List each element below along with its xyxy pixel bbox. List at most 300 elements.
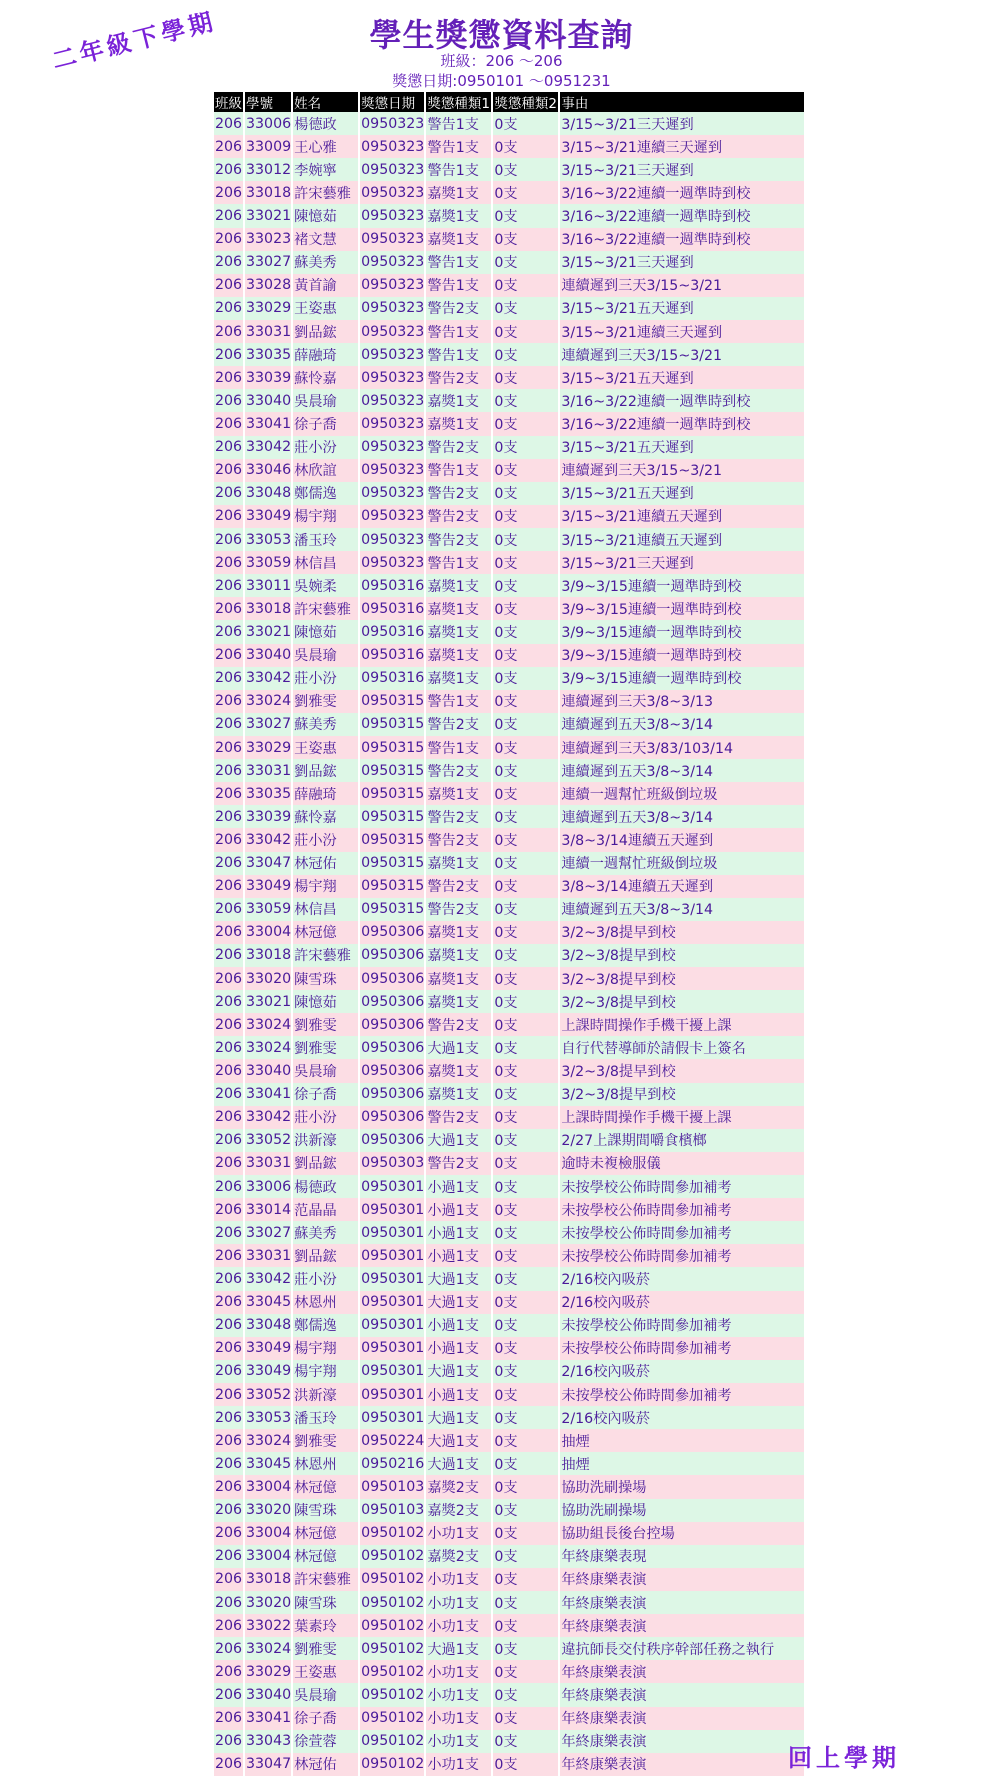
cell-reason: 3/9~3/15連續一週準時到校 <box>560 597 804 620</box>
cell-date: 0950306 <box>360 1106 424 1129</box>
cell-class: 206 <box>214 1059 243 1082</box>
cell-reason: 協助組長後台控場 <box>560 1522 804 1545</box>
cell-name: 蘇美秀 <box>293 251 358 274</box>
cell-name: 黃首諭 <box>293 274 358 297</box>
cell-type1: 小過1支 <box>426 1198 491 1221</box>
cell-date: 0950224 <box>360 1429 424 1452</box>
cell-type2: 0支 <box>493 759 558 782</box>
table-row <box>214 1083 804 1106</box>
cell-type2: 0支 <box>493 158 558 181</box>
cell-class: 206 <box>214 759 243 782</box>
cell-reason: 3/15~3/21五天遲到 <box>560 366 804 389</box>
cell-type2: 0支 <box>493 1614 558 1637</box>
cell-name: 吳婉柔 <box>293 574 358 597</box>
cell-student-id: 33028 <box>245 274 291 297</box>
cell-name: 范晶晶 <box>293 1198 358 1221</box>
cell-student-id: 33024 <box>245 690 291 713</box>
cell-name: 鄭儒逸 <box>293 482 358 505</box>
cell-type2: 0支 <box>493 482 558 505</box>
cell-type2: 0支 <box>493 898 558 921</box>
cell-reason: 年終康樂表演 <box>560 1730 804 1753</box>
cell-student-id: 33006 <box>245 1175 291 1198</box>
cell-student-id: 33024 <box>245 1036 291 1059</box>
cell-name: 劉品鋐 <box>293 1244 358 1267</box>
cell-type2: 0支 <box>493 1013 558 1036</box>
table-header-row <box>214 92 804 112</box>
table-row <box>214 1036 804 1059</box>
cell-student-id: 33024 <box>245 1637 291 1660</box>
cell-reason: 3/2~3/8提早到校 <box>560 1083 804 1106</box>
cell-date: 0950315 <box>360 782 424 805</box>
page-title: 學生獎懲資料查詢 <box>369 16 634 54</box>
cell-type1: 警告1支 <box>426 251 491 274</box>
cell-name: 林冠億 <box>293 1522 358 1545</box>
cell-name: 陳憶茹 <box>293 204 358 227</box>
table-row <box>214 1730 804 1753</box>
date-range-text: 獎懲日期:0950101 ～0951231 <box>392 72 611 90</box>
cell-class: 206 <box>214 1522 243 1545</box>
cell-type2: 0支 <box>493 620 558 643</box>
table-row <box>214 412 804 435</box>
cell-date: 0950323 <box>360 343 424 366</box>
cell-type1: 警告2支 <box>426 759 491 782</box>
cell-type2: 0支 <box>493 204 558 227</box>
cell-class: 206 <box>214 343 243 366</box>
cell-date: 0950306 <box>360 1083 424 1106</box>
cell-reason: 3/9~3/15連續一週準時到校 <box>560 620 804 643</box>
cell-type1: 警告2支 <box>426 366 491 389</box>
cell-date: 0950323 <box>360 320 424 343</box>
cell-student-id: 33021 <box>245 620 291 643</box>
semester-badge: 二年級下學期 <box>49 7 220 75</box>
cell-class: 206 <box>214 1083 243 1106</box>
cell-type2: 0支 <box>493 944 558 967</box>
cell-name: 林恩州 <box>293 1452 358 1475</box>
cell-reason: 2/16校內吸菸 <box>560 1291 804 1314</box>
cell-student-id: 33027 <box>245 1221 291 1244</box>
cell-date: 0950323 <box>360 251 424 274</box>
cell-type2: 0支 <box>493 736 558 759</box>
cell-student-id: 33047 <box>245 852 291 875</box>
cell-class: 206 <box>214 251 243 274</box>
table-row <box>214 1314 804 1337</box>
cell-class: 206 <box>214 1568 243 1591</box>
cell-name: 吳晨瑜 <box>293 644 358 667</box>
table-row <box>214 944 804 967</box>
cell-class: 206 <box>214 944 243 967</box>
cell-date: 0950316 <box>360 644 424 667</box>
cell-type1: 嘉獎2支 <box>426 1475 491 1498</box>
cell-type1: 大過1支 <box>426 1637 491 1660</box>
cell-class: 206 <box>214 1383 243 1406</box>
cell-date: 0950306 <box>360 967 424 990</box>
cell-student-id: 33041 <box>245 412 291 435</box>
cell-class: 206 <box>214 528 243 551</box>
cell-class: 206 <box>214 505 243 528</box>
cell-type2: 0支 <box>493 135 558 158</box>
table-row <box>214 482 804 505</box>
cell-type2: 0支 <box>493 1499 558 1522</box>
cell-date: 0950306 <box>360 1036 424 1059</box>
cell-date: 0950315 <box>360 805 424 828</box>
cell-student-id: 33042 <box>245 667 291 690</box>
cell-student-id: 33031 <box>245 1152 291 1175</box>
cell-type1: 警告1支 <box>426 551 491 574</box>
cell-date: 0950315 <box>360 828 424 851</box>
cell-name: 劉雅雯 <box>293 1637 358 1660</box>
cell-type1: 小功1支 <box>426 1591 491 1614</box>
cell-date: 0950323 <box>360 112 424 135</box>
cell-type1: 警告1支 <box>426 459 491 482</box>
cell-reason: 年終康樂表演 <box>560 1591 804 1614</box>
table-row <box>214 852 804 875</box>
cell-name: 楊宇翔 <box>293 1337 358 1360</box>
cell-reason: 未按學校公佈時間參加補考 <box>560 1244 804 1267</box>
cell-type1: 警告2支 <box>426 898 491 921</box>
cell-type2: 0支 <box>493 528 558 551</box>
cell-name: 蘇怜嘉 <box>293 366 358 389</box>
cell-reason: 3/15~3/21三天遲到 <box>560 551 804 574</box>
cell-reason: 連續遲到三天3/15~3/21 <box>560 274 804 297</box>
cell-type1: 大過1支 <box>426 1267 491 1290</box>
cell-date: 0950316 <box>360 620 424 643</box>
cell-reason: 3/9~3/15連續一週準時到校 <box>560 644 804 667</box>
cell-type1: 警告2支 <box>426 713 491 736</box>
cell-student-id: 33052 <box>245 1129 291 1152</box>
cell-date: 0950315 <box>360 875 424 898</box>
cell-reason: 年終康樂表演 <box>560 1707 804 1730</box>
cell-name: 吳晨瑜 <box>293 1683 358 1706</box>
cell-type1: 嘉獎1支 <box>426 389 491 412</box>
cell-type2: 0支 <box>493 459 558 482</box>
table-row <box>214 181 804 204</box>
cell-type1: 大過1支 <box>426 1452 491 1475</box>
cell-student-id: 33020 <box>245 967 291 990</box>
cell-class: 206 <box>214 690 243 713</box>
cell-reason: 連續一週幫忙班級倒垃圾 <box>560 852 804 875</box>
cell-type2: 0支 <box>493 921 558 944</box>
cell-name: 薛融琦 <box>293 343 358 366</box>
cell-class: 206 <box>214 1314 243 1337</box>
column-header-class: 班級 <box>214 92 243 112</box>
cell-reason: 抽煙 <box>560 1452 804 1475</box>
cell-date: 0950306 <box>360 1059 424 1082</box>
cell-type2: 0支 <box>493 1198 558 1221</box>
cell-name: 劉雅雯 <box>293 690 358 713</box>
cell-type2: 0支 <box>493 967 558 990</box>
cell-reason: 協助洗刷操場 <box>560 1499 804 1522</box>
cell-name: 徐子喬 <box>293 412 358 435</box>
cell-student-id: 33011 <box>245 574 291 597</box>
cell-type1: 警告1支 <box>426 112 491 135</box>
cell-date: 0950301 <box>360 1314 424 1337</box>
cell-date: 0950102 <box>360 1545 424 1568</box>
cell-student-id: 33018 <box>245 181 291 204</box>
cell-type1: 大過1支 <box>426 1360 491 1383</box>
cell-student-id: 33045 <box>245 1291 291 1314</box>
cell-date: 0950102 <box>360 1730 424 1753</box>
cell-type1: 警告2支 <box>426 1152 491 1175</box>
cell-class: 206 <box>214 736 243 759</box>
cell-date: 0950301 <box>360 1175 424 1198</box>
cell-student-id: 33040 <box>245 389 291 412</box>
table-row <box>214 135 804 158</box>
cell-reason: 3/8~3/14連續五天遲到 <box>560 875 804 898</box>
previous-semester-link[interactable]: 回上學期 <box>788 1744 900 1772</box>
cell-type2: 0支 <box>493 297 558 320</box>
cell-reason: 3/15~3/21五天遲到 <box>560 482 804 505</box>
cell-date: 0950316 <box>360 597 424 620</box>
cell-name: 許宋藝雅 <box>293 944 358 967</box>
cell-reason: 未按學校公佈時間參加補考 <box>560 1383 804 1406</box>
cell-reason: 年終康樂表演 <box>560 1660 804 1683</box>
cell-type2: 0支 <box>493 1244 558 1267</box>
cell-reason: 協助洗刷操場 <box>560 1475 804 1498</box>
table-row <box>214 667 804 690</box>
cell-class: 206 <box>214 112 243 135</box>
table-row <box>214 343 804 366</box>
table-row <box>214 1406 804 1429</box>
cell-type1: 嘉獎2支 <box>426 1499 491 1522</box>
table-row <box>214 251 804 274</box>
class-range-text: 班級：206 ～206 <box>440 52 563 70</box>
cell-type2: 0支 <box>493 1175 558 1198</box>
cell-type2: 0支 <box>493 1221 558 1244</box>
cell-name: 徐子喬 <box>293 1083 358 1106</box>
cell-type1: 小過1支 <box>426 1175 491 1198</box>
column-header-date: 獎懲日期 <box>360 92 424 112</box>
cell-type1: 警告2支 <box>426 1106 491 1129</box>
cell-reason: 3/2~3/8提早到校 <box>560 944 804 967</box>
cell-type2: 0支 <box>493 644 558 667</box>
cell-name: 林恩州 <box>293 1291 358 1314</box>
cell-class: 206 <box>214 551 243 574</box>
table-row <box>214 436 804 459</box>
cell-type1: 警告2支 <box>426 528 491 551</box>
table-row <box>214 898 804 921</box>
table-row <box>214 597 804 620</box>
cell-date: 0950323 <box>360 528 424 551</box>
table-row <box>214 644 804 667</box>
cell-reason: 未按學校公佈時間參加補考 <box>560 1337 804 1360</box>
cell-reason: 3/2~3/8提早到校 <box>560 1059 804 1082</box>
cell-class: 206 <box>214 713 243 736</box>
cell-reason: 3/2~3/8提早到校 <box>560 921 804 944</box>
table-row <box>214 1429 804 1452</box>
table-row <box>214 1637 804 1660</box>
cell-student-id: 33018 <box>245 1568 291 1591</box>
cell-class: 206 <box>214 412 243 435</box>
cell-reason: 3/16~3/22連續一週準時到校 <box>560 181 804 204</box>
cell-student-id: 33046 <box>245 459 291 482</box>
cell-date: 0950102 <box>360 1753 424 1776</box>
cell-type1: 警告1支 <box>426 343 491 366</box>
cell-student-id: 33035 <box>245 782 291 805</box>
cell-reason: 未按學校公佈時間參加補考 <box>560 1175 804 1198</box>
cell-type1: 大過1支 <box>426 1129 491 1152</box>
table-row <box>214 782 804 805</box>
cell-type1: 警告2支 <box>426 297 491 320</box>
cell-type2: 0支 <box>493 1707 558 1730</box>
cell-class: 206 <box>214 1683 243 1706</box>
cell-name: 莊小汾 <box>293 436 358 459</box>
cell-student-id: 33004 <box>245 1545 291 1568</box>
cell-date: 0950316 <box>360 574 424 597</box>
cell-date: 0950323 <box>360 459 424 482</box>
column-header-name: 姓名 <box>293 92 358 112</box>
cell-date: 0950323 <box>360 297 424 320</box>
table-row <box>214 1106 804 1129</box>
cell-date: 0950306 <box>360 1129 424 1152</box>
cell-student-id: 33048 <box>245 482 291 505</box>
cell-date: 0950323 <box>360 135 424 158</box>
table-row <box>214 228 804 251</box>
cell-class: 206 <box>214 828 243 851</box>
cell-reason: 2/16校內吸菸 <box>560 1267 804 1290</box>
cell-type1: 嘉獎2支 <box>426 1545 491 1568</box>
cell-class: 206 <box>214 1707 243 1730</box>
cell-type1: 嘉獎1支 <box>426 1059 491 1082</box>
cell-reason: 3/9~3/15連續一週準時到校 <box>560 667 804 690</box>
cell-student-id: 33040 <box>245 644 291 667</box>
cell-student-id: 33020 <box>245 1499 291 1522</box>
cell-type2: 0支 <box>493 1591 558 1614</box>
cell-name: 林信昌 <box>293 551 358 574</box>
cell-class: 206 <box>214 459 243 482</box>
cell-class: 206 <box>214 274 243 297</box>
table-row <box>214 574 804 597</box>
cell-reason: 3/15~3/21連續三天遲到 <box>560 320 804 343</box>
cell-name: 林冠佑 <box>293 852 358 875</box>
cell-date: 0950315 <box>360 690 424 713</box>
cell-date: 0950323 <box>360 158 424 181</box>
cell-reason: 連續遲到三天3/15~3/21 <box>560 459 804 482</box>
cell-class: 206 <box>214 875 243 898</box>
table-row <box>214 713 804 736</box>
cell-type1: 嘉獎1支 <box>426 1083 491 1106</box>
cell-name: 劉品鋐 <box>293 759 358 782</box>
table-row <box>214 112 804 135</box>
cell-name: 陳雪珠 <box>293 967 358 990</box>
table-row <box>214 1198 804 1221</box>
cell-student-id: 33053 <box>245 528 291 551</box>
cell-type2: 0支 <box>493 1360 558 1383</box>
cell-name: 許宋藝雅 <box>293 181 358 204</box>
cell-student-id: 33052 <box>245 1383 291 1406</box>
cell-student-id: 33042 <box>245 828 291 851</box>
cell-date: 0950323 <box>360 274 424 297</box>
cell-type2: 0支 <box>493 1660 558 1683</box>
table-row <box>214 1475 804 1498</box>
cell-type2: 0支 <box>493 251 558 274</box>
cell-name: 劉品鋐 <box>293 1152 358 1175</box>
cell-type1: 嘉獎1支 <box>426 921 491 944</box>
cell-name: 林欣誼 <box>293 459 358 482</box>
cell-type1: 警告2支 <box>426 482 491 505</box>
table-row <box>214 690 804 713</box>
cell-student-id: 33018 <box>245 944 291 967</box>
cell-class: 206 <box>214 597 243 620</box>
cell-date: 0950306 <box>360 1013 424 1036</box>
cell-class: 206 <box>214 1475 243 1498</box>
cell-student-id: 33024 <box>245 1429 291 1452</box>
cell-date: 0950323 <box>360 482 424 505</box>
cell-reason: 連續遲到五天3/8~3/14 <box>560 805 804 828</box>
cell-type2: 0支 <box>493 366 558 389</box>
table-row <box>214 1383 804 1406</box>
cell-name: 蘇怜嘉 <box>293 805 358 828</box>
table-row <box>214 1360 804 1383</box>
cell-type1: 小過1支 <box>426 1337 491 1360</box>
cell-type1: 小功1支 <box>426 1614 491 1637</box>
table-row <box>214 1013 804 1036</box>
cell-name: 洪新濠 <box>293 1383 358 1406</box>
cell-type1: 小過1支 <box>426 1314 491 1337</box>
cell-date: 0950323 <box>360 181 424 204</box>
cell-type2: 0支 <box>493 1452 558 1475</box>
cell-class: 206 <box>214 805 243 828</box>
table-row <box>214 551 804 574</box>
cell-reason: 2/16校內吸菸 <box>560 1406 804 1429</box>
cell-type1: 警告2支 <box>426 828 491 851</box>
cell-name: 楊宇翔 <box>293 505 358 528</box>
cell-student-id: 33039 <box>245 805 291 828</box>
cell-date: 0950102 <box>360 1683 424 1706</box>
cell-date: 0950103 <box>360 1499 424 1522</box>
cell-type2: 0支 <box>493 505 558 528</box>
cell-type2: 0支 <box>493 690 558 713</box>
cell-type1: 嘉獎1支 <box>426 782 491 805</box>
table-row <box>214 1452 804 1475</box>
cell-class: 206 <box>214 204 243 227</box>
table-row <box>214 1499 804 1522</box>
cell-name: 林信昌 <box>293 898 358 921</box>
cell-reason: 違抗師長交付秩序幹部任務之執行 <box>560 1637 804 1660</box>
cell-type2: 0支 <box>493 1730 558 1753</box>
column-header-type1: 獎懲種類1 <box>426 92 491 112</box>
cell-reason: 上課時間操作手機干擾上課 <box>560 1106 804 1129</box>
cell-reason: 3/2~3/8提早到校 <box>560 967 804 990</box>
cell-class: 206 <box>214 1337 243 1360</box>
cell-name: 蘇美秀 <box>293 1221 358 1244</box>
table-row <box>214 875 804 898</box>
cell-reason: 連續遲到五天3/8~3/14 <box>560 713 804 736</box>
cell-type1: 嘉獎1支 <box>426 990 491 1013</box>
cell-date: 0950301 <box>360 1267 424 1290</box>
cell-type1: 警告1支 <box>426 690 491 713</box>
cell-class: 206 <box>214 667 243 690</box>
cell-student-id: 33042 <box>245 436 291 459</box>
table-row <box>214 320 804 343</box>
cell-student-id: 33029 <box>245 1660 291 1683</box>
cell-reason: 年終康樂表演 <box>560 1753 804 1776</box>
table-row <box>214 158 804 181</box>
cell-name: 褚文慧 <box>293 228 358 251</box>
table-row <box>214 1221 804 1244</box>
cell-type1: 嘉獎1支 <box>426 944 491 967</box>
cell-reason: 年終康樂表演 <box>560 1568 804 1591</box>
cell-type2: 0支 <box>493 875 558 898</box>
cell-reason: 逾時未複檢服儀 <box>560 1152 804 1175</box>
table-row <box>214 1244 804 1267</box>
cell-reason: 連續遲到五天3/8~3/14 <box>560 898 804 921</box>
cell-name: 楊宇翔 <box>293 875 358 898</box>
cell-class: 206 <box>214 1036 243 1059</box>
table-row <box>214 759 804 782</box>
cell-type2: 0支 <box>493 1568 558 1591</box>
cell-student-id: 33021 <box>245 204 291 227</box>
cell-date: 0950102 <box>360 1614 424 1637</box>
